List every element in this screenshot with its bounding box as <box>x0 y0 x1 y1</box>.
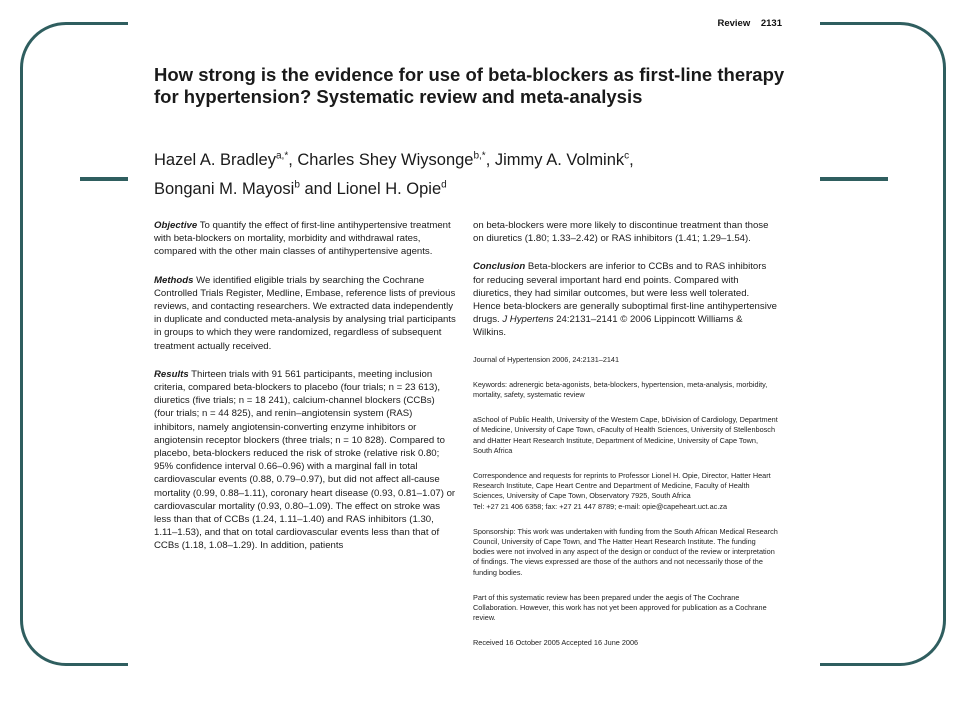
journal-section: Review <box>717 18 751 29</box>
author: Jimmy A. Volmink$^c$, <box>494 150 634 169</box>
abstract-left-column <box>154 219 456 568</box>
objective-label: Objective <box>154 220 198 231</box>
journal-header <box>717 18 782 29</box>
slide-divider-right <box>820 177 888 181</box>
results-section <box>154 368 456 553</box>
methods-text: We identified eligible trials by searching the Cochrane Controlled Trials Register, Medline, Embase, reference lists of previous reviews, and contacting researchers. We extracted data independently in duplicate and conducted meta-analysis by analysing trial participants in groups to which they were randomized, regardless of subsequent treatment actually received. <box>154 274 456 352</box>
author: Bongani M. Mayosi$^b$ and <box>154 179 337 198</box>
conclusion-label: Conclusion <box>473 261 526 273</box>
objective-text: To quantify the effect of first-line antihypertensive treatment with beta-blockers on mortality, morbidity and withdrawal rates, compared with the other main classes of antihypertensive agents. <box>154 220 451 258</box>
slide-divider-left <box>80 177 130 181</box>
received-dates: Received 16 October 2005 Accepted 16 June 2006 <box>473 638 639 648</box>
conclusion-section <box>473 260 778 339</box>
author-list <box>154 143 804 202</box>
conclusion-text: Beta-blockers are inferior to CCBs and to RAS inhibitors for reducing several important hard end points. Compared with diuretics, they had similar outcomes, but were less well tolerated. Hence beta-blockers are generally suboptimal first-line antihypertensive drugs. <box>473 261 777 326</box>
correspondence: Correspondence and requests for reprints to Professor Lionel H. Opie, Director, Hatter Heart Research Institute, Cape Heart Centre and Department of Medicine, Faculty of Health Sciences, University of Cape Town, Observatory 7925, South Africa Tel: +27 21 406 6358; fax: +27 21 447 8789; e-mail: opie@capeheart.uct.ac.za <box>473 471 771 511</box>
author: Lionel H. Opie$^d$ <box>336 179 447 198</box>
abstract-right-column <box>473 219 778 664</box>
paper-page <box>128 0 820 720</box>
paper-title: How strong is the evidence for use of beta-blockers as first-line therapy for hypertension? Systematic review and meta-analysis <box>154 64 785 107</box>
citation-details: 24:2131–2141 © 2006 Lippincott Williams & Wilkins. <box>473 314 743 339</box>
sponsorship: Sponsorship: This work was undertaken with funding from the South African Medical Research Council, University of Cape Town, and The Hatter Heart Research Institute. The funding bodies were not involved in any aspect of the design or conduct of the review or interpretation of findings. The views expressed are those of the authors and not necessarily those of the funding bodies. <box>473 526 778 577</box>
results-label: Results <box>154 368 189 380</box>
results-text: Thirteen trials with 91 561 participants, meeting inclusion criteria, compared beta-blockers to placebo (four trials; n = 23 613), diuretics (five trials; n = 18 241), calcium-channel blockers (CCBs) (four trials; n = 44 825), and renin–angiotensin system (RAS) inhibitors, namely angiotensin-converting enzyme inhibitors or angiotensin receptor blockers (three trials; n = 10 828). Compared to placebo, beta-blockers reduced the risk of stroke (relative risk 0.80; 95% confidence interval 0.66–0.96) with a marginal fall in total cardiovascular events (0.88, 0.79–0.97), but did not affect all-cause mortality (0.99, 0.88–1.11), coronary heart disease (0.93, 0.81–1.07) or cardiovascular mortality (0.93, 0.80–1.09). The effect on stroke was less than that of CCBs (1.24, 1.11–1.40) and RAS inhibitors (1.30, 1.11–1.53), and that on total cardiovascular events less than that of CCBs (1.18, 1.08–1.29). In addition, patients <box>154 368 456 552</box>
citation-journal: J Hypertens <box>502 314 554 326</box>
methods-section <box>154 274 456 353</box>
contact-details: Tel: +27 21 406 6358; fax: +27 21 447 8789; e-mail: opie@capeheart.uct.ac.za <box>473 501 728 511</box>
keywords: Keywords: adrenergic beta-agonists, beta-blockers, hypertension, meta-analysis, morbidity, mortality, safety, systematic review <box>473 379 768 400</box>
methods-label: Methods <box>154 274 194 286</box>
author: Hazel A. Bradley$^{a,*}$, <box>154 150 298 169</box>
author: Charles Shey Wiysonge$^{b,*}$, <box>297 150 495 169</box>
journal-reference: Journal of Hypertension 2006, 24:2131–2141 <box>473 354 620 364</box>
page-number: 2131 <box>760 18 782 29</box>
results-continued: on beta-blockers were more likely to discontinue treatment than those on diuretics (1.80; 1.33–2.42) or RAS inhibitors (1.41; 1.29–1.54). <box>473 220 769 245</box>
affiliations: aSchool of Public Health, University of the Western Cape, bDivision of Cardiology, Department of Medicine, University of Cape Town, cFaculty of Health Sciences, University of Stellenbosch and dHatter Heart Research Institute, Department of Medicine, University of Cape Town, South Africa <box>473 415 778 455</box>
objective-section <box>154 219 456 259</box>
cochrane-note: Part of this systematic review has been prepared under the aegis of The Cochrane Collaboration. However, this work has not yet been approved for publication as a Cochrane review. <box>473 592 767 623</box>
